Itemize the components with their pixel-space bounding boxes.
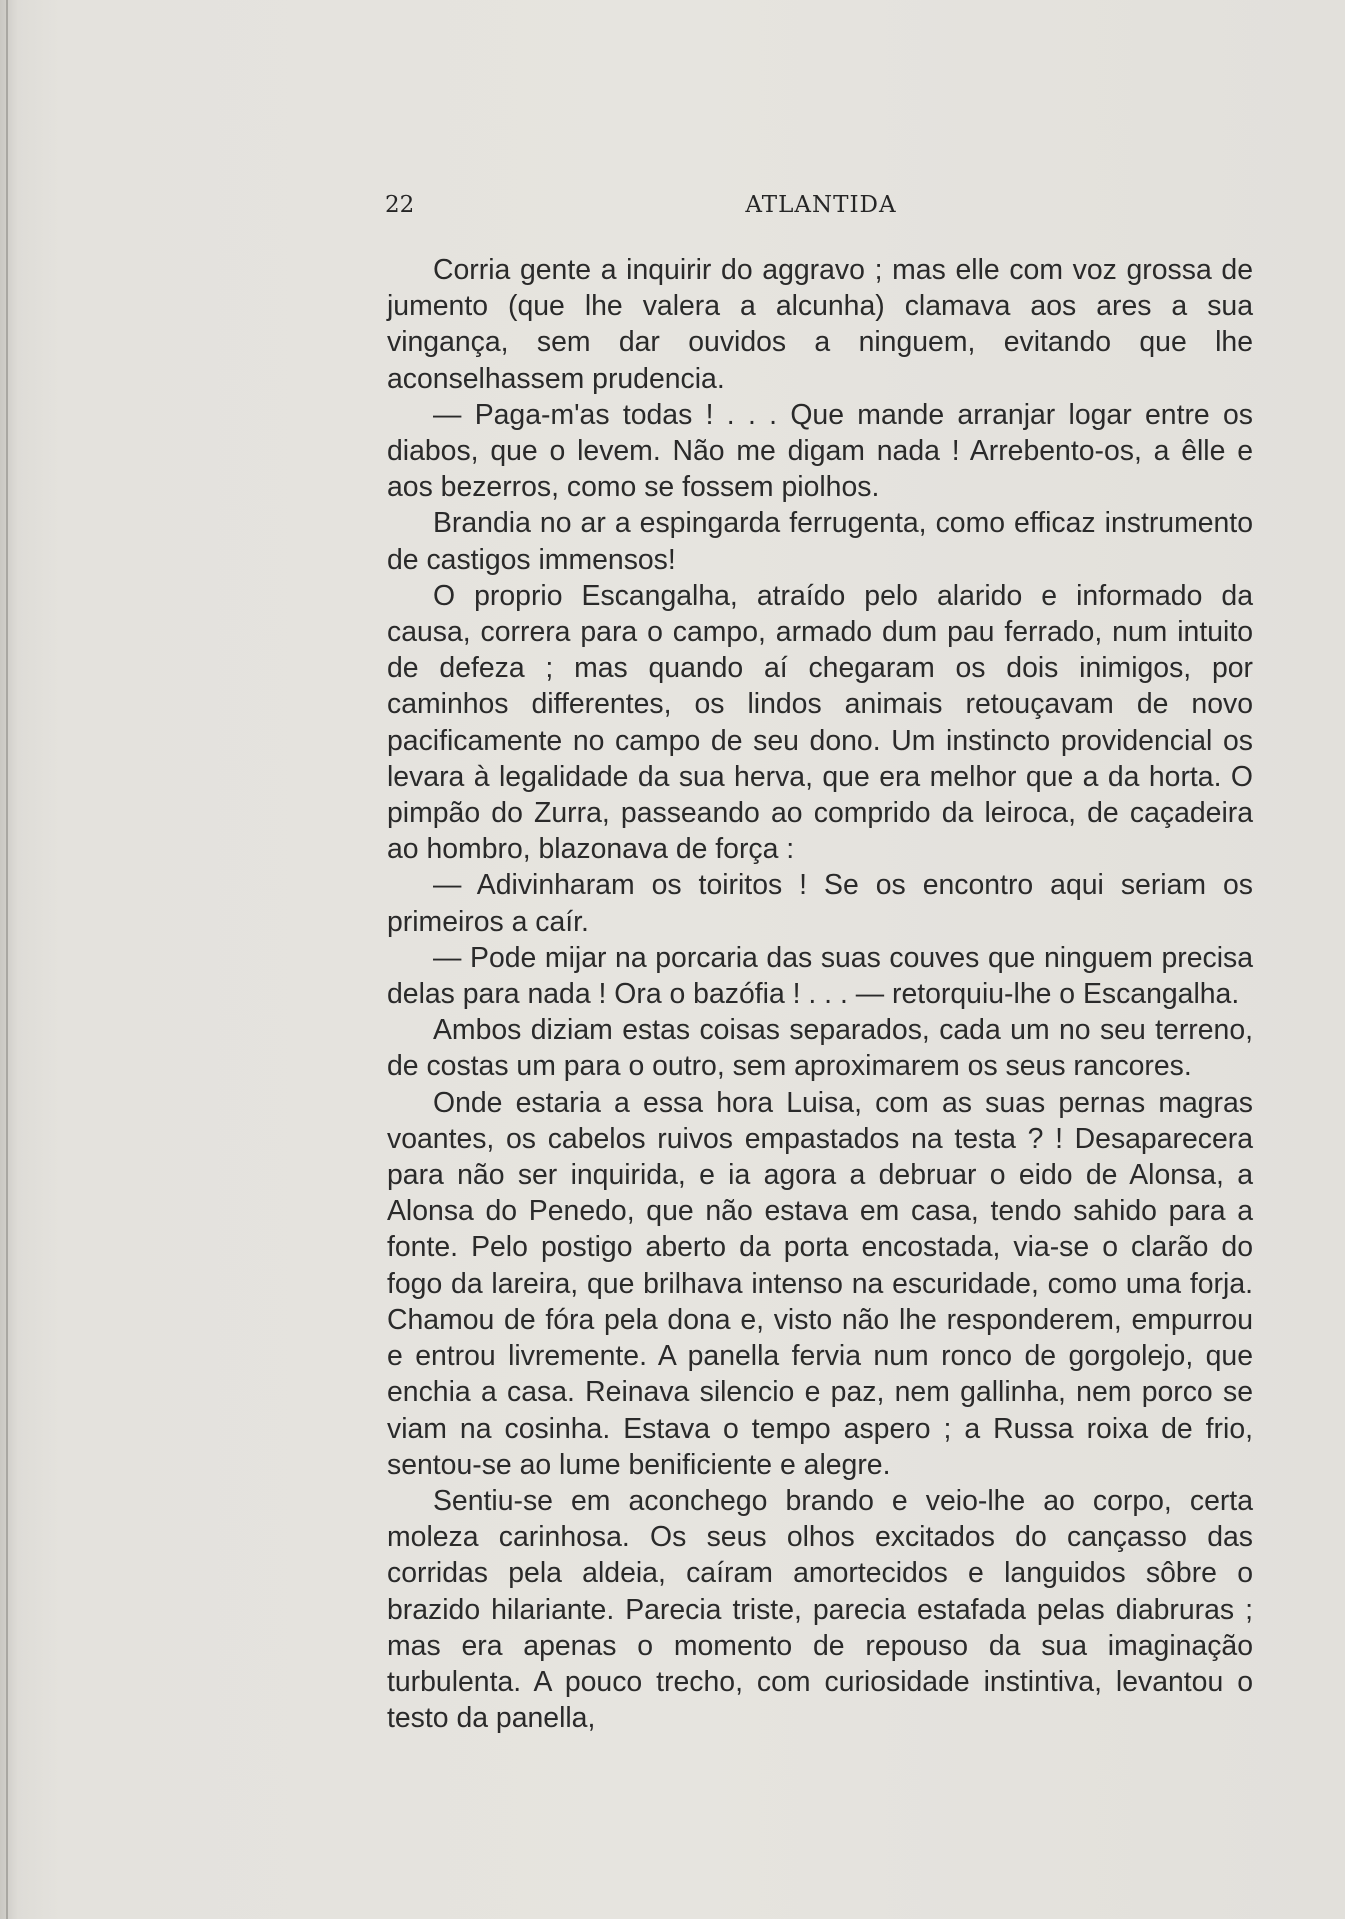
body-text <box>387 252 1253 1736</box>
paragraph: O proprio Escangalha, atraído pelo alarido e informado da causa, correra para o campo, armado dum pau ferrado, num intuito de defeza ; mas quando aí chegaram os dois inimigos, por caminhos differentes, os lindos animais retouçavam de novo pacificamente no campo de seu dono. Um instincto providencial os levara à legalidade da sua herva, que era melhor que a da horta. O pimpão do Zurra, passeando ao comprido da leiroca, de caçadeira ao hombro, blazonava de força : <box>387 579 1253 866</box>
paragraph: Brandia no ar a espingarda ferrugenta, como efficaz instrumento de castigos immensos! <box>387 507 1253 576</box>
running-title: ATLANTIDA <box>745 192 897 218</box>
paragraph: — Paga-m'as todas ! . . . Que mande arranjar logar entre os diabos, que o levem. Não me digam nada ! Arrebento-os, a êlle e aos bezerros, como se fossem piolhos. <box>387 398 1253 504</box>
paragraph: — Pode mijar na porcaria das suas couves que ninguem precisa delas para nada ! Ora o bazófia ! . . . — retorquiu-lhe o Escangalha. <box>387 941 1253 1011</box>
page-number: 22 <box>385 192 415 218</box>
paragraph: — Adivinharam os toiritos ! Se os encontro aqui seriam os primeiros a caír. <box>387 869 1253 938</box>
page-gutter <box>6 0 8 1919</box>
paragraph: Corria gente a inquirir do aggravo ; mas elle com voz grossa de jumento (que lhe valera a alcunha) clamava aos ares a sua vingança, sem dar ouvidos a ninguem, evitando que lhe aconselhassem prudencia. <box>387 254 1253 395</box>
paragraph: Ambos diziam estas coisas separados, cada um no seu terreno, de costas um para o outro, sem aproximarem os seus rancores. <box>387 1014 1253 1083</box>
running-head <box>385 192 1257 228</box>
paragraph: Sentiu-se em aconchego brando e veio-lhe ao corpo, certa moleza carinhosa. Os seus olhos excitados do cançasso das corridas pela aldeia, caíram amortecidos e languidos sôbre o brazido hilariante. Parecia triste, parecia estafada pelas diabruras ; mas era apenas o momento de repouso da sua imaginação turbulenta. A pouco trecho, com curiosidade instintiva, levantou o testo da panella, <box>387 1484 1253 1735</box>
paragraph: Onde estaria a essa hora Luisa, com as suas pernas magras voantes, os cabelos ruivos empastados na testa ? ! Desaparecera para não ser inquirida, e ia agora a debruar o eido de Alonsa, a Alonsa do Penedo, que não estava em casa, tendo sahido para a fonte. Pelo postigo aberto da porta encostada, via-se o clarão do fogo da lareira, que brilhava intenso na escuridade, como uma forja. Chamou de fóra pela dona e, visto não lhe responderem, empurrou e entrou livremente. A panella fervia num ronco de gorgolejo, que enchia a casa. Reinava silencio e paz, nem gallinha, nem porco se viam na cosinha. Estava o tempo aspero ; a Russa roixa de frio, sentou-se ao lume benificiente e alegre. <box>387 1086 1253 1481</box>
